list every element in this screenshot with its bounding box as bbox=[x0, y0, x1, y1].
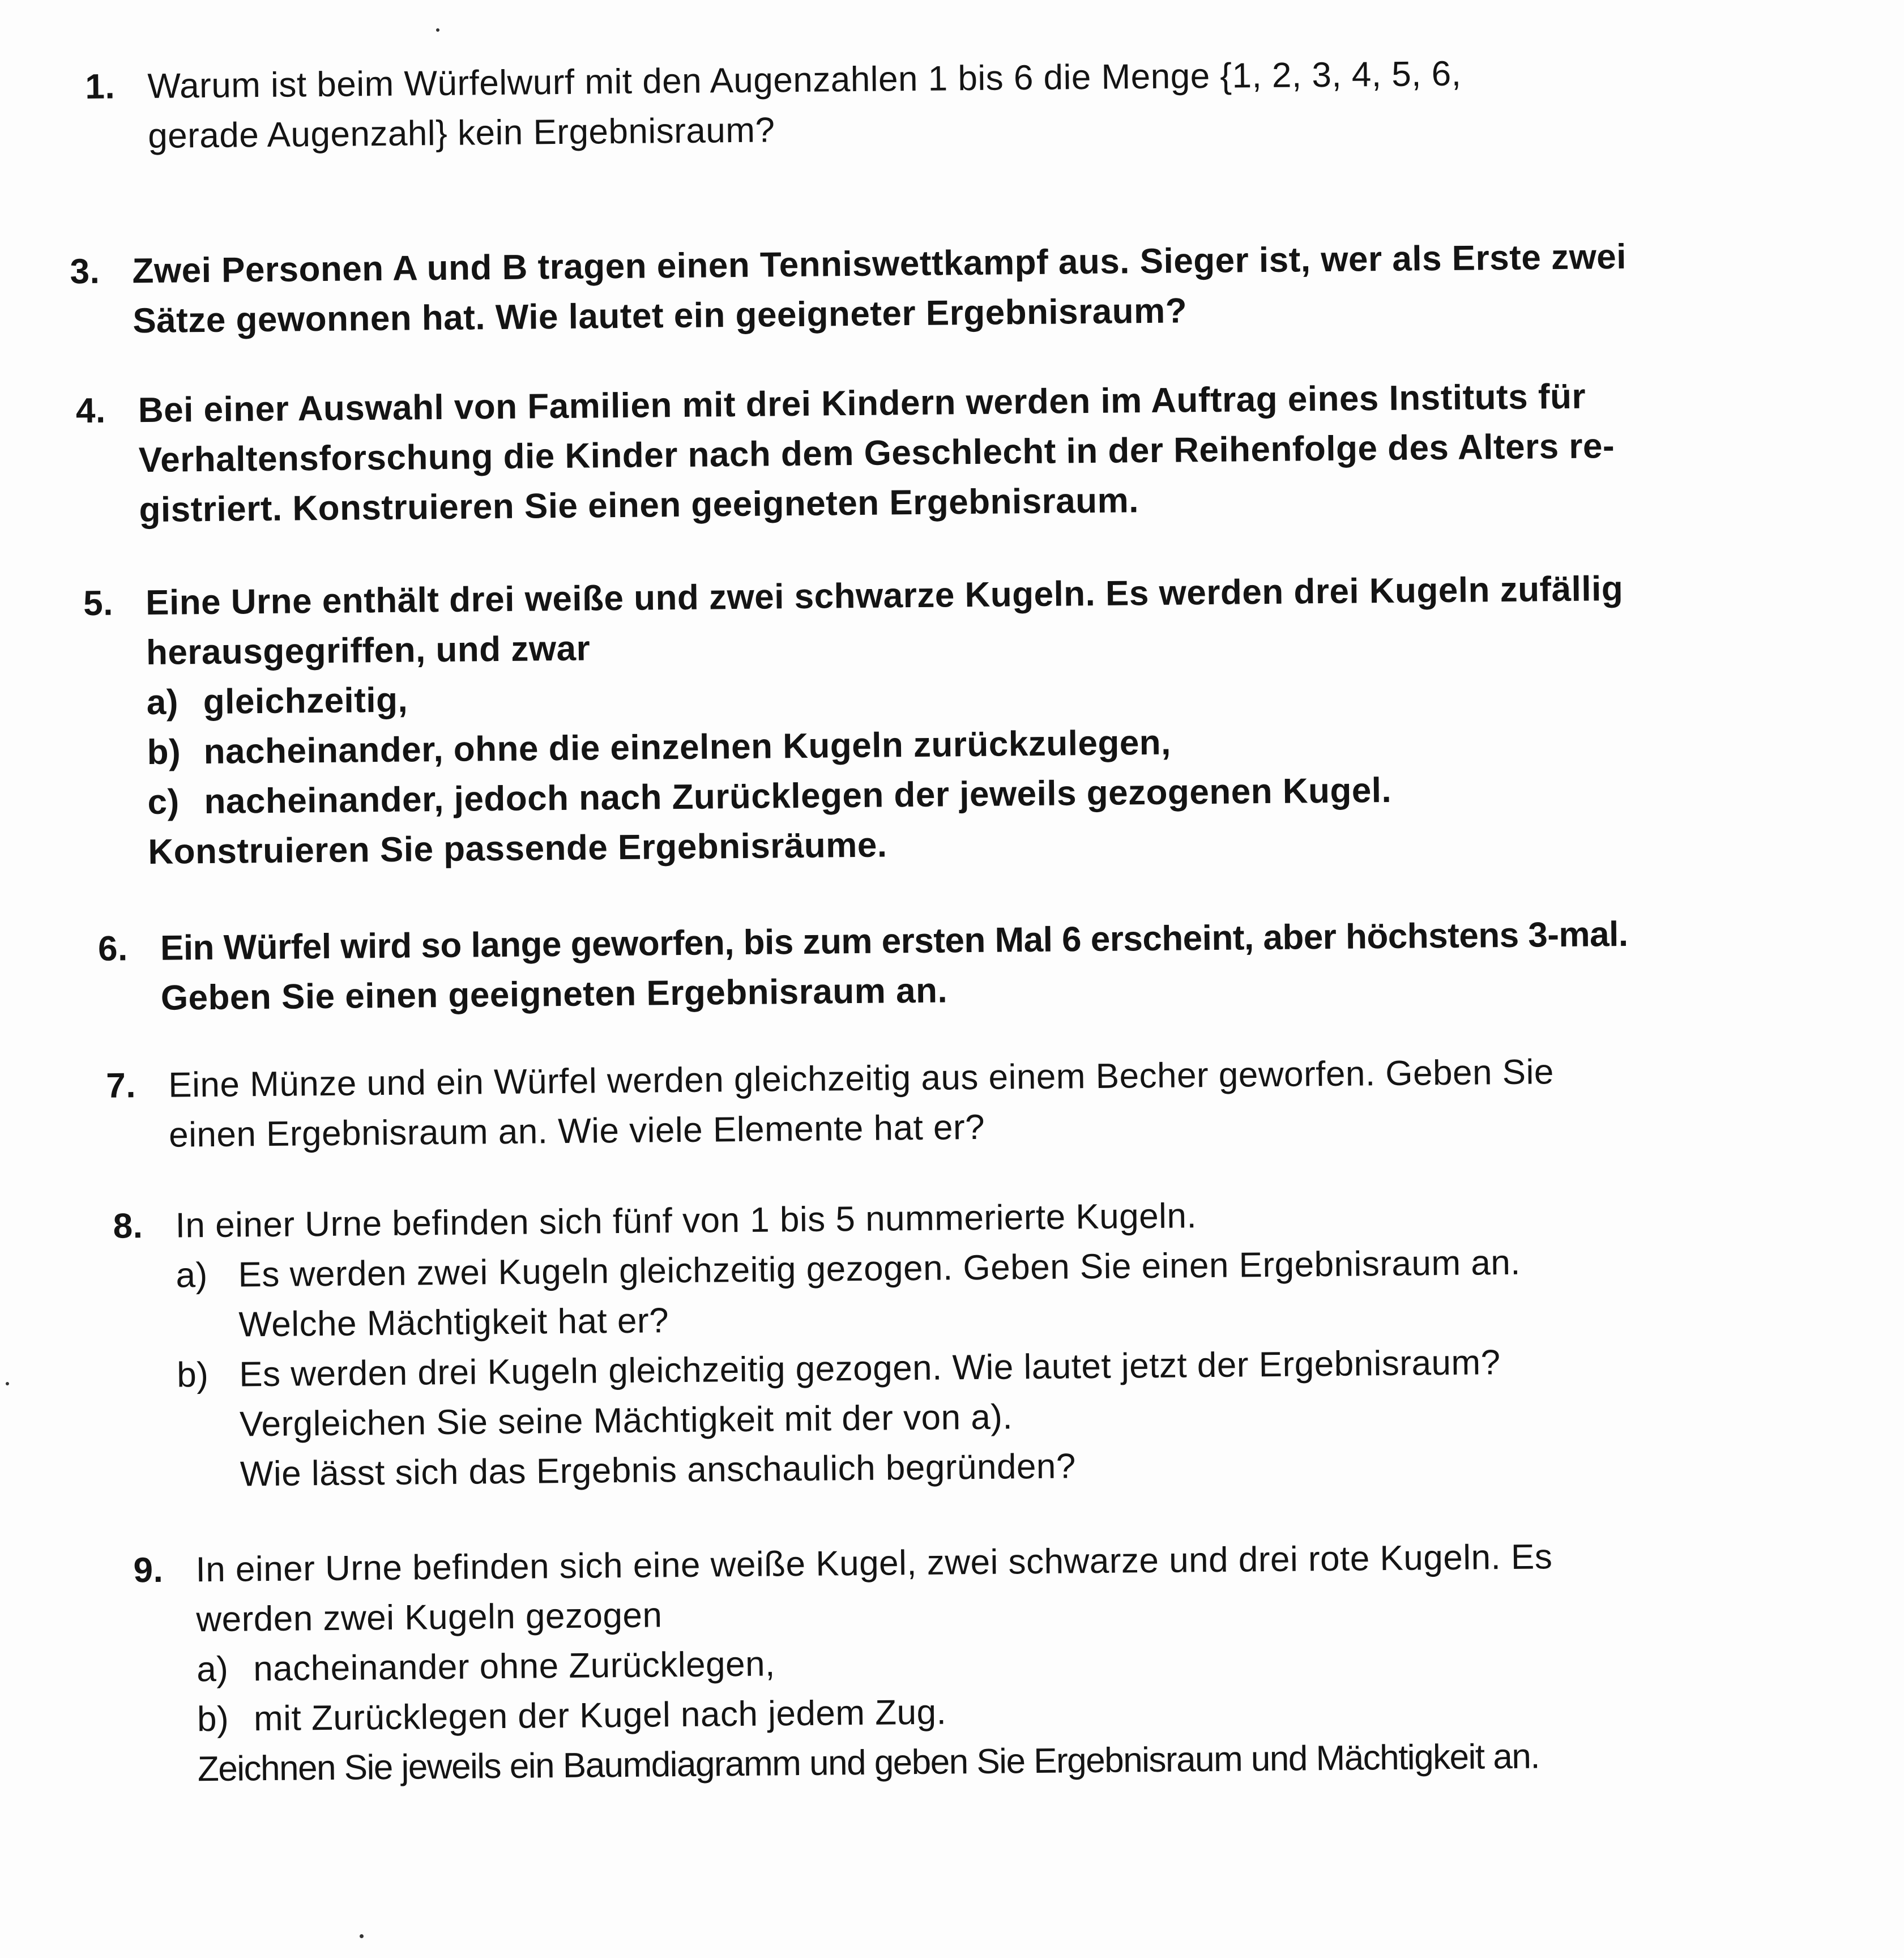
subtask-label: a) bbox=[196, 1649, 229, 1690]
task-text-line: Sätze gewonnen hat. Wie lautet ein geeigneter Ergebnisraum? bbox=[133, 291, 1188, 341]
task-7 bbox=[106, 1044, 1840, 1161]
subtask-text: mit Zurücklegen der Kugel nach jedem Zug. bbox=[253, 1692, 947, 1739]
task-number: 5. bbox=[83, 583, 114, 624]
subtask-text: Welche Mächtigkeit hat er? bbox=[238, 1301, 669, 1345]
task-text-line: Geben Sie einen geeigneten Ergebnisraum an. bbox=[160, 971, 948, 1018]
task-3 bbox=[70, 230, 1832, 347]
task-text-line: Ein Würfel wird so lange geworfen, bis zum ersten Mal 6 erscheint, aber höchstens 3-mal. bbox=[160, 914, 1628, 968]
task-number: 9. bbox=[133, 1550, 164, 1590]
subtask-label: c) bbox=[147, 782, 180, 822]
task-8 bbox=[113, 1185, 1843, 1500]
task-9 bbox=[133, 1529, 1846, 1795]
scan-speck bbox=[436, 28, 439, 32]
task-4 bbox=[75, 369, 1833, 536]
task-text-line: In einer Urne befinden sich fünf von 1 bis 5 nummerierte Kugeln. bbox=[175, 1196, 1197, 1245]
exercise-list bbox=[70, 45, 1846, 1795]
task-text-line: Bei einer Auswahl von Familien mit drei Kindern werden im Auftrag eines Instituts für bbox=[138, 377, 1586, 430]
task-footer: Zeichnen Sie jeweils ein Baumdiagramm und geben Sie Ergebnisraum und Mächtigkeit an. bbox=[197, 1737, 1540, 1789]
task-text-line: Warum ist beim Würfelwurf mit den Augenzahlen 1 bis 6 die Menge {1, 2, 3, 4, 5, 6, bbox=[147, 54, 1462, 106]
task-6 bbox=[98, 907, 1839, 1023]
task-number: 1. bbox=[85, 67, 116, 106]
task-number: 8. bbox=[113, 1206, 143, 1246]
task-text-line: Eine Münze und ein Würfel werden gleichzeitig aus einem Becher geworfen. Geben Sie bbox=[168, 1052, 1555, 1105]
subtask-text: Vergleichen Sie seine Mächtigkeit mit der von a). bbox=[239, 1397, 1013, 1444]
task-footer: Konstruieren Sie passende Ergebnisräume. bbox=[148, 825, 887, 872]
task-number: 4. bbox=[75, 391, 106, 431]
task-number: 7. bbox=[106, 1066, 136, 1106]
subtask-label: b) bbox=[147, 732, 181, 773]
subtask-text: nacheinander, ohne die einzelnen Kugeln zurückzulegen, bbox=[203, 723, 1172, 772]
subtask-text: gleichzeitig, bbox=[203, 680, 408, 722]
task-text-line: werden zwei Kugeln gezogen bbox=[196, 1596, 663, 1640]
subtask-text: Wie lässt sich das Ergebnis anschaulich begründen? bbox=[240, 1447, 1077, 1494]
task-number: 6. bbox=[97, 929, 129, 969]
task-text-line: einen Ergebnisraum an. Wie viele Elemente hat er? bbox=[168, 1107, 985, 1155]
subtask-label: b) bbox=[197, 1699, 229, 1739]
task-text-line: herausgegriffen, und zwar bbox=[146, 629, 591, 673]
task-text-line: In einer Urne befinden sich eine weiße Kugel, zwei schwarze und drei rote Kugeln. Es bbox=[195, 1537, 1553, 1590]
task-text-line: gistriert. Konstruieren Sie einen geeigneten Ergebnisraum. bbox=[139, 481, 1139, 530]
subtask-text: Es werden zwei Kugeln gleichzeitig gezogen. Geben Sie einen Ergebnisraum an. bbox=[238, 1243, 1521, 1295]
task-5 bbox=[83, 562, 1837, 878]
subtask-text: nacheinander, jedoch nach Zurücklegen der jeweils gezogenen Kugel. bbox=[204, 770, 1392, 822]
subtask-b bbox=[177, 1334, 1843, 1500]
scan-speck bbox=[6, 1382, 9, 1385]
task-text-line: Eine Urne enthält drei weiße und zwei schwarze Kugeln. Es werden drei Kugeln zufällig bbox=[145, 569, 1624, 623]
task-text-line: gerade Augenzahl} kein Ergebnisraum? bbox=[147, 110, 775, 156]
subtask-label: b) bbox=[176, 1355, 209, 1395]
subtask-text: nacheinander ohne Zurücklegen, bbox=[253, 1644, 776, 1689]
subtask-label: a) bbox=[176, 1256, 208, 1295]
task-number: 3. bbox=[70, 251, 100, 292]
subtask-text: Es werden drei Kugeln gleichzeitig gezogen. Wie lautet jetzt der Ergebnisraum? bbox=[238, 1343, 1501, 1394]
task-text-line: Verhaltensforschung die Kinder nach dem Geschlecht in der Reihenfolge des Alters re- bbox=[138, 426, 1615, 480]
task-text-line: Zwei Personen A und B tragen einen Tenniswettkampf aus. Sieger ist, wer als Erste zwei bbox=[132, 237, 1627, 291]
subtask-a bbox=[176, 1235, 1842, 1350]
subtask-label: a) bbox=[146, 682, 179, 723]
task-1 bbox=[85, 45, 1830, 162]
scan-speck bbox=[360, 1934, 364, 1938]
